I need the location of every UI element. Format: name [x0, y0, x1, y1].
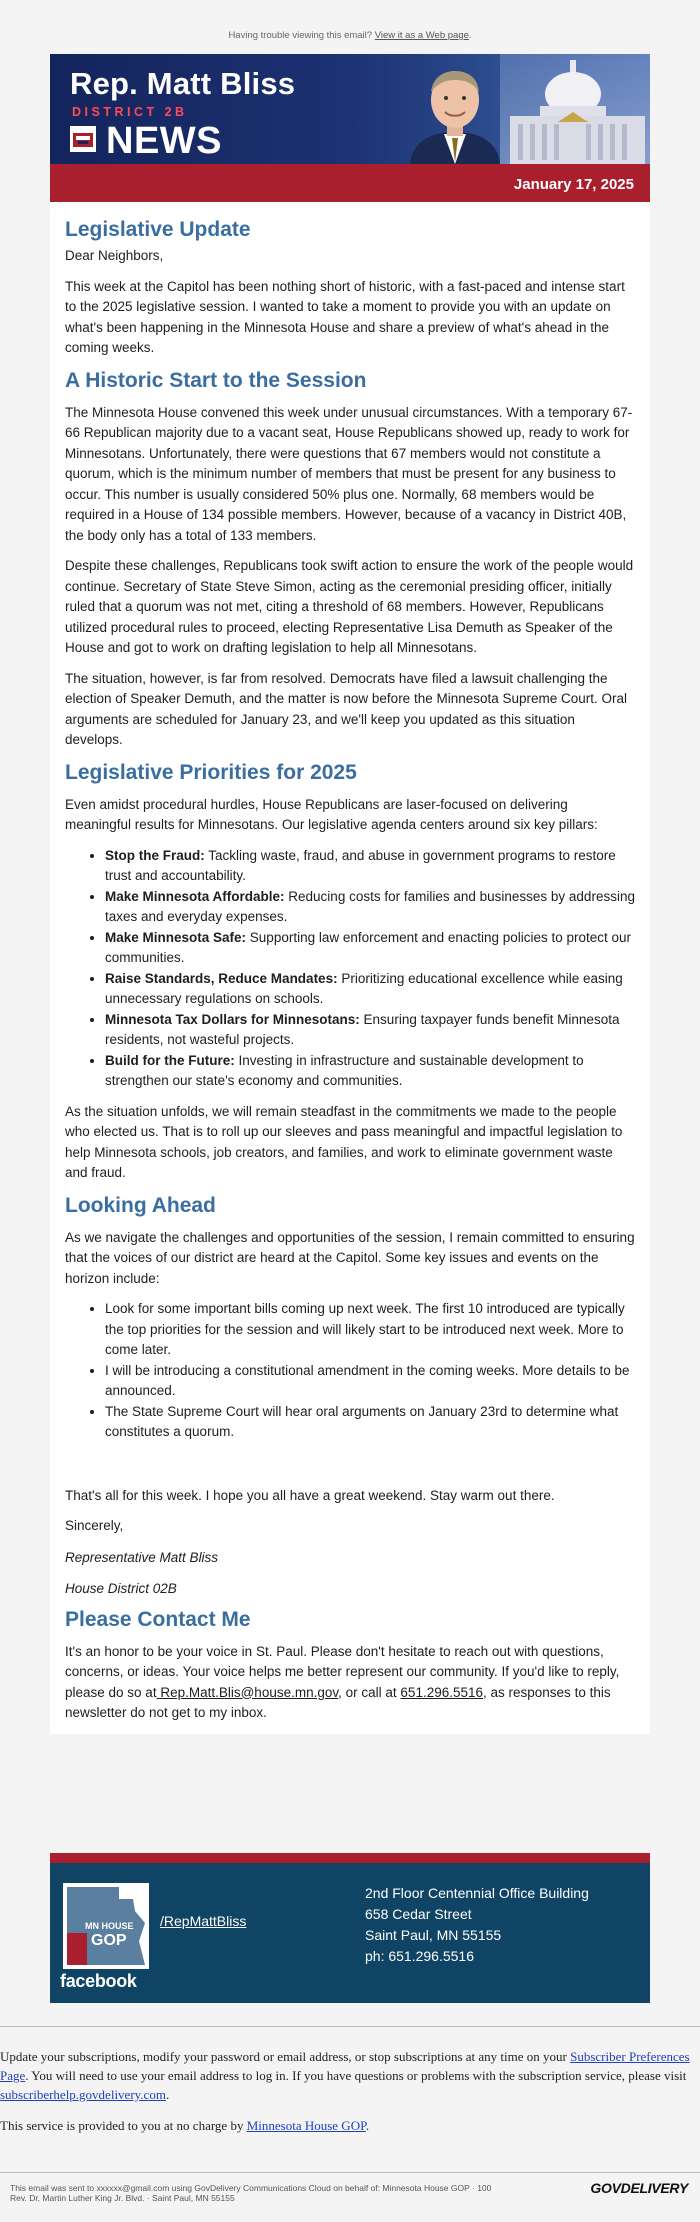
mn-house-gop-logo-icon: [63, 1883, 149, 1969]
historic-paragraph-1: The Minnesota House convened this week under unusual circumstances. With a temporary 67-66 Republican majority due to a vacant seat, House Republicans showed up, ready to work for Minnesotans. Unfortunately, there were questions that 67 members would not constitute a quorum, which is the minimum number of members that must be present for any business to occur. This number is usually considered 50% plus one. Normally, 68 members would be required in a House of 134 possible members. However, because of a vacancy in District 40B, the body only has a total of 133 members.: [65, 404, 633, 543]
priorities-list: [65, 846, 635, 1092]
sent-to-line: This email was sent to xxxxxx@gmail.com using GovDelivery Communications Cloud on behalf of: Minnesota House GOP · 100: [10, 2183, 492, 2193]
address-line: Saint Paul, MN 55155: [365, 1927, 502, 1943]
email-link[interactable]: Rep.Matt.Blis@house.mn.gov: [156, 1684, 339, 1700]
closing-line: That's all for this week. I hope you all have a great weekend. Stay warm out there.: [65, 1487, 555, 1503]
list-item: • The State Supreme Court will hear oral arguments on January 23rd to determine what constitutes a quorum.: [105, 1402, 635, 1443]
subscriber-preferences-link[interactable]: Subscriber Preferences Page: [0, 2049, 690, 2083]
service-paragraph: This service is provided to you at no charge by Minnesota House GOP.: [0, 2118, 370, 2133]
list-item: • Make Minnesota Affordable: Reducing costs for families and businesses by addressing taxes and everyday expenses.: [105, 887, 635, 928]
facebook-card[interactable]: [63, 1883, 149, 1983]
heading-contact: Please Contact Me: [65, 1607, 251, 1631]
address-line: 2nd Floor Centennial Office Building: [365, 1885, 589, 1901]
address-footer-line: Rev. Dr. Martin Luther King Jr. Blvd. · Saint Paul, MN 55155: [10, 2193, 235, 2203]
house-logo-icon: [70, 126, 96, 152]
heading-looking-ahead: Looking Ahead: [65, 1193, 216, 1217]
list-item: • Minnesota Tax Dollars for Minnesotans: Ensuring taxpayer funds benefit Minnesota residents, not wasteful projects.: [105, 1010, 635, 1051]
heading-legislative-priorities: Legislative Priorities for 2025: [65, 760, 357, 784]
address-phone: ph: 651.296.5516: [365, 1948, 474, 1964]
contact-paragraph: It's an honor to be your voice in St. Paul. Please don't hesitate to reach out with questions, concerns, or ideas. Your voice helps me better represent our community. If you'd like to reply, please do so at Rep.Matt.Blis@house.mn.gov, or call at 651.296.5516, as responses to this newsletter do not get to my inbox.: [65, 1643, 620, 1720]
preheader-text: Having trouble viewing this email?: [228, 30, 373, 41]
sincerely: Sincerely,: [65, 1518, 124, 1533]
address-line: 658 Cedar Street: [365, 1906, 472, 1922]
capitol-building-icon: [500, 54, 650, 164]
historic-paragraph-3: The situation, however, is far from resolved. Democrats have filed a lawsuit challenging the election of Speaker Demuth, and the matter is now before the Minnesota Supreme Court. Oral arguments are scheduled for January 23, and we'll keep you updated as this situation develops.: [65, 670, 628, 747]
newsletter-content: [50, 202, 650, 1724]
list-item: • Raise Standards, Reduce Mandates: Prioritizing educational excellence while easing unnecessary regulations on schools.: [105, 969, 635, 1010]
banner-district: DISTRICT 2B: [72, 105, 188, 119]
heading-legislative-update: Legislative Update: [65, 218, 251, 241]
minnesota-house-gop-link[interactable]: Minnesota House GOP: [246, 2118, 366, 2133]
ahead-list: [65, 1299, 635, 1443]
priorities-intro: Even amidst procedural hurdles, House Republicans are laser-focused on delivering meaningful results for Minnesotans. Our legislative agenda centers around six key pillars:: [65, 796, 598, 832]
office-address: [365, 1883, 589, 1967]
web-version-link[interactable]: View it as a Web page: [374, 30, 469, 41]
greeting: Dear Neighbors,: [65, 248, 164, 263]
signature-district: House District 02B: [65, 1581, 177, 1596]
representative-portrait: [400, 62, 510, 164]
banner-title: Rep. Matt Bliss: [70, 66, 296, 101]
banner-news: NEWS: [106, 120, 222, 162]
preheader: Having trouble viewing this email? View it as a Web page.: [228, 30, 472, 41]
footer-red-line: [50, 1853, 650, 1863]
intro-paragraph: This week at the Capitol has been nothing short of historic, with a fast-paced and intense start to the 2025 legislative session. I wanted to take a moment to provide you with an update on what's been happening in the Minnesota House and share a preview of what's ahead in the coming weeks.: [65, 278, 625, 355]
date-bar: January 17, 2025: [50, 164, 650, 202]
historic-paragraph-2: Despite these challenges, Republicans took swift action to ensure the work of the people would continue. Secretary of State Steve Simon, acting as the ceremonial presiding officer, initially ruled that a quorum was not met, citing a threshold of 68 members. However, Republicans utilized procedural rules to proceed, electing Representative Lisa Demuth as Speaker of the House and got to work on drafting legislation to help all Minnesotans.: [65, 558, 634, 655]
subscription-notice: [0, 2026, 700, 2147]
list-item: • Build for the Future: Investing in infrastructure and sustainable development to strengthen our state's economy and communities.: [105, 1051, 635, 1092]
subscription-paragraph: Update your subscriptions, modify your password or email address, or stop subscriptions at any time on your Subscriber Preferences Page. You will need to use your email address to log in. If you have questions or problems with the subscription service, please visit subscriberhelp.govdelivery.com.: [0, 2049, 690, 2102]
ahead-intro: As we navigate the challenges and opportunities of the session, I remain committed to ensuring that the voices of our district are heard at the Capitol. Some key issues and events on the horizon include:: [65, 1229, 635, 1286]
list-item: • Look for some important bills coming up next week. The first 10 introduced are typically the top priorities for the session and will likely start to be introduced next week. More to come later.: [105, 1299, 635, 1361]
subscriber-help-link[interactable]: subscriberhelp.govdelivery.com: [0, 2087, 166, 2102]
priorities-outro: As the situation unfolds, we will remain steadfast in the commitments we made to the people who elected us. That is to roll up our sleeves and pass meaningful and impactful legislation to help Minnesota schools, job creators, and families, and work to eliminate government waste and fraud.: [65, 1103, 623, 1180]
gop-line-2: GOP: [91, 1932, 127, 1949]
list-item: • Make Minnesota Safe: Supporting law enforcement and enacting policies to protect our communities.: [105, 928, 635, 969]
facebook-handle-link[interactable]: /RepMattBliss: [160, 1913, 247, 1929]
heading-historic-start: A Historic Start to the Session: [65, 368, 367, 392]
header-banner: [50, 54, 650, 164]
govdelivery-logo[interactable]: GOVDELIVERY: [590, 2180, 688, 2196]
list-item: • Stop the Fraud: Tackling waste, fraud, and abuse in government programs to restore trust and accountability.: [105, 846, 635, 887]
email-body: [50, 54, 650, 1734]
facebook-label: facebook: [60, 1971, 137, 1991]
footer-bar: [50, 1853, 650, 2003]
gop-line-1: MN HOUSE: [85, 1921, 134, 1931]
list-item: • I will be introducing a constitutional amendment in the coming weeks. More details to be announced.: [105, 1361, 635, 1402]
phone-link[interactable]: 651.296.5516: [400, 1684, 484, 1700]
signature-name: Representative Matt Bliss: [65, 1549, 219, 1565]
